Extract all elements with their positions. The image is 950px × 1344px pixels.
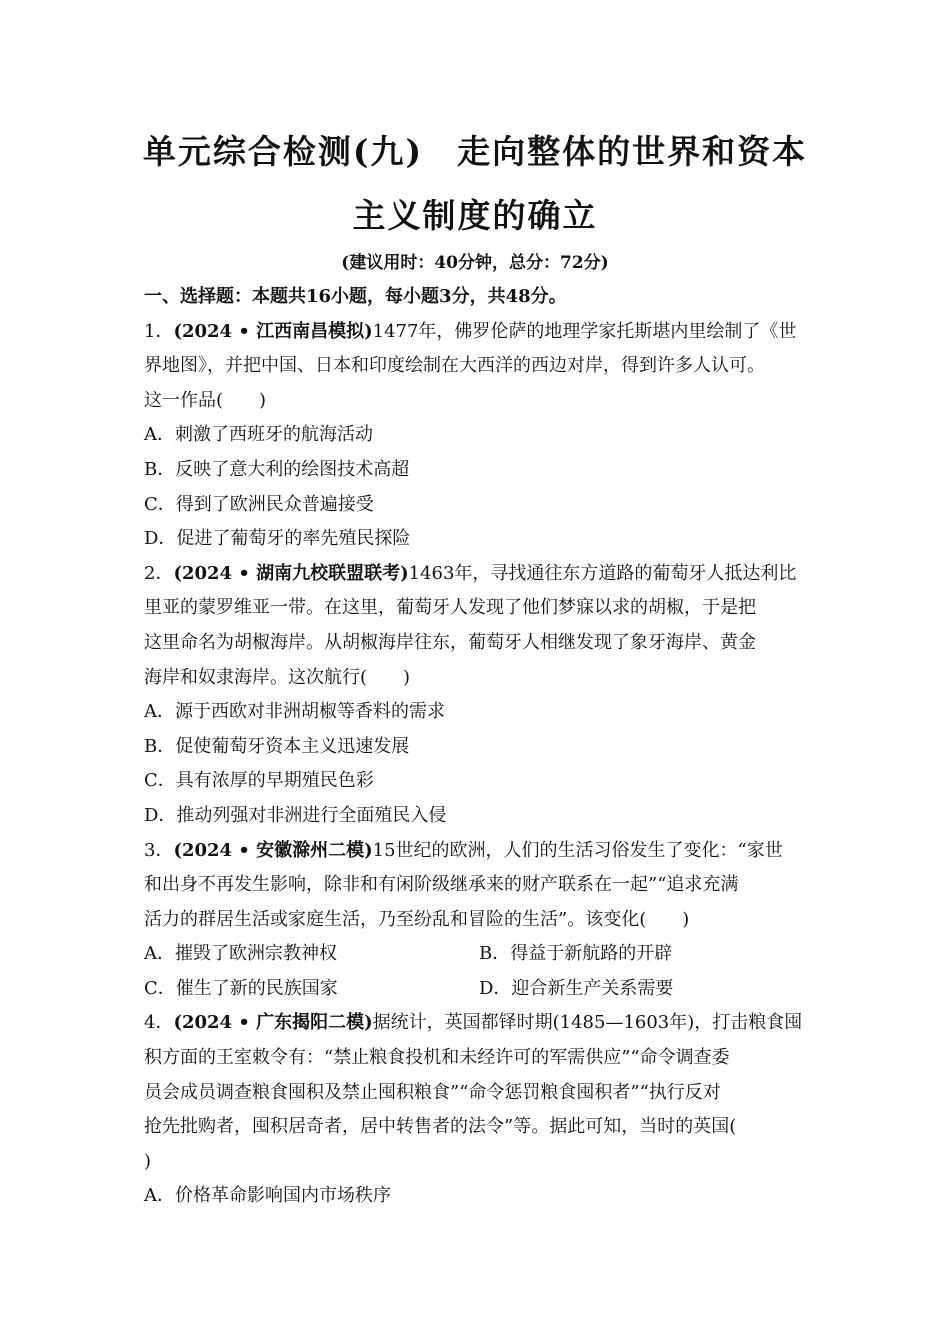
q2-number: 2． <box>144 562 174 584</box>
q2-option-b: B．促使葡萄牙资本主义迅速发展 <box>144 735 410 757</box>
q4-text-1: 据统计，英国都铎时期(1485—1603年)，打击粮食囤 <box>372 1012 803 1034</box>
q4-stem-line-3: 员会成员调查粮食囤积及禁止囤积粮食”“命令惩罚粮食囤积者”“执行反对 <box>144 1081 721 1103</box>
q2-stem-line-2: 里亚的蒙罗维亚一带。在这里，葡萄牙人发现了他们梦寐以求的胡椒，于是把 <box>144 597 756 619</box>
q1-text-1: 1477年，佛罗伦萨的地理学家托斯堪内里绘制了《世 <box>372 320 797 342</box>
q1-number: 1． <box>144 320 174 342</box>
q3-options-row-1 <box>144 937 824 972</box>
q3-option-b: B．得益于新航路的开辟 <box>479 943 673 965</box>
q3-stem-line-1 <box>144 834 824 869</box>
q4-stem-line-5: ) <box>144 1150 152 1172</box>
q1-option-b: B．反映了意大利的绘图技术高超 <box>144 458 410 480</box>
title-topic-part-1: 走向整体的世界和资本 <box>457 132 808 171</box>
page-title-line-1 <box>0 126 950 173</box>
q1-source: (2024 • 江西南昌模拟) <box>173 320 373 342</box>
q2-option-a: A．源于西欧对非洲胡椒等香料的需求 <box>144 701 445 723</box>
time-and-score-note: (建议用时：40分钟，总分：72分) <box>341 253 609 273</box>
q3-stem-line-2: 和出身不再发生影响，除非和有闲阶级继承来的财产联系在一起”“追求充满 <box>144 874 739 896</box>
q4-stem-line-4: 抢先批购者，囤积居奇者，居中转售者的法令”等。据此可知，当时的英国( <box>144 1116 737 1138</box>
section-heading: 一、选择题：本题共16小题，每小题3分，共48分。 <box>144 286 567 307</box>
q1-option-c: C．得到了欧洲民众普遍接受 <box>144 493 374 515</box>
q2-stem-line-3: 这里命名为胡椒海岸。从胡椒海岸往东，葡萄牙人相继发现了象牙海岸、黄金 <box>144 631 756 653</box>
q4-source: (2024 • 广东揭阳二模) <box>173 1012 373 1034</box>
q3-number: 3． <box>144 839 174 861</box>
q2-option-c: C．具有浓厚的早期殖民色彩 <box>144 770 374 792</box>
q1-option-a: A．刺激了西班牙的航海活动 <box>144 424 373 446</box>
q3-option-d: D．迎合新生产关系需要 <box>479 977 674 999</box>
q1-stem-line-1 <box>144 315 824 350</box>
q2-option-d: D．推动列强对非洲进行全面殖民入侵 <box>144 804 447 826</box>
question-content <box>144 280 824 1214</box>
q2-source: (2024 • 湖南九校联盟联考) <box>173 562 409 584</box>
q3-stem-line-3: 活力的群居生活或家庭生活，乃至纷乱和冒险的生活”。该变化( ) <box>144 908 690 930</box>
q1-option-d: D．促进了葡萄牙的率先殖民探险 <box>144 528 411 550</box>
page-title-line-2: 主义制度的确立 <box>352 196 598 235</box>
q4-option-a: A．价格革命影响国内市场秩序 <box>144 1185 391 1207</box>
q4-stem-line-2: 积方面的王室敕令有：“禁止粮食投机和未经许可的军需供应”“命令调查委 <box>144 1047 730 1069</box>
q2-stem-line-4: 海岸和奴隶海岸。这次航行( ) <box>144 666 411 688</box>
q4-stem-line-1 <box>144 1006 824 1041</box>
q2-text-1: 1463年，寻找通往东方道路的葡萄牙人抵达利比 <box>408 562 797 584</box>
q3-text-1: 15世纪的欧洲，人们的生活习俗发生了变化：“家世 <box>372 839 783 861</box>
q3-option-c: C．催生了新的民族国家 <box>144 977 338 999</box>
q3-option-a: A．摧毁了欧洲宗教神权 <box>144 943 337 965</box>
q3-options-row-2 <box>144 972 824 1007</box>
q2-stem-line-1 <box>144 557 824 592</box>
q3-source: (2024 • 安徽滁州二模) <box>173 839 373 861</box>
q4-number: 4． <box>144 1012 174 1034</box>
q1-stem-line-3: 这一作品( ) <box>144 389 267 411</box>
title-unit-label: 单元综合检测(九) <box>142 132 424 171</box>
q1-stem-line-2: 界地图》，并把中国、日本和印度绘制在大西洋的西边对岸，得到许多人认可。 <box>144 355 765 377</box>
